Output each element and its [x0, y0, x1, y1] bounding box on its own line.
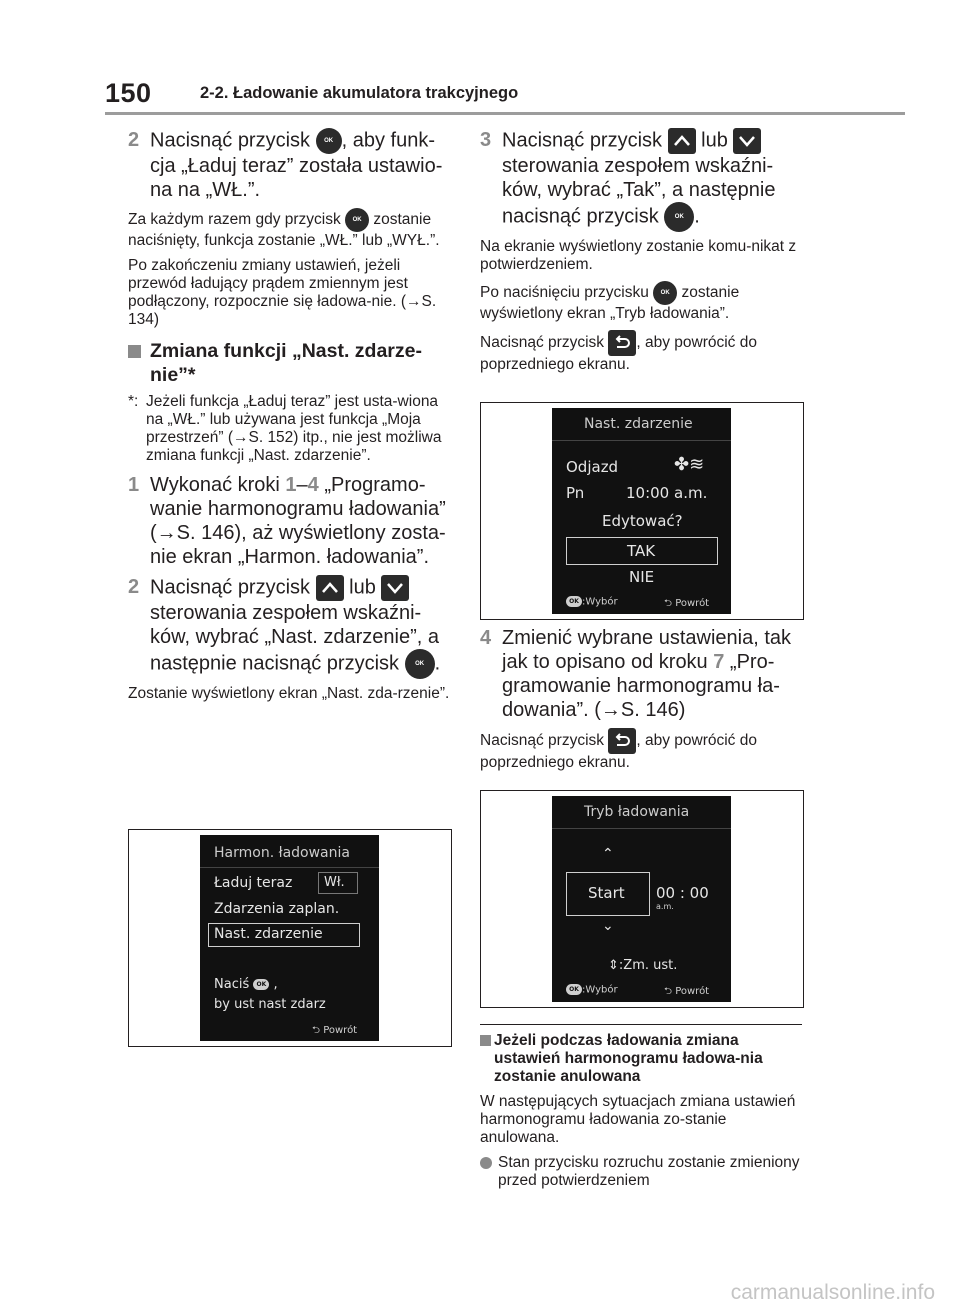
square-bullet-icon [480, 1035, 491, 1046]
footnote: *: Jeżeli funkcja „Ładuj teraz” jest usta-wiona na „WŁ.” lub używana jest funkcja „Moja przestrzeń” (→S. 152) itp., nie jest możliwa zmiana funkcji „Nast. zdarzenie”. [128, 393, 442, 464]
paragraph: Nacisnąć przycisk , aby powrócić do poprzedniego ekranu. [480, 728, 810, 772]
section-divider [480, 1024, 802, 1025]
step-4-change-settings: 4 Zmienić wybrane ustawienia, tak jak to opisano od kroku 7 „Pro-gramowanie harmonogramu ła-dowania”. (→S. 146) [480, 627, 792, 721]
step-2-select-next-event: 2 Nacisnąć przycisk lub sterowania zespołem wskaźni-ków, wybrać „Nast. zdarzenie”, a następnie nacisnąć przycisk OK . [128, 575, 458, 679]
square-bullet-icon [128, 345, 141, 358]
ok-button-icon: OK [345, 208, 369, 232]
section-heading: Zmiana funkcji „Nast. zdarze-nie”* [128, 339, 458, 387]
step-text: Nacisnąć przycisk [150, 129, 316, 152]
step-1-perform-steps: 1 Wykonać kroki 1–4 „Programo-wanie harmonogramu ładowania” (→S. 146), aż wyświetlony zosta-nie ekran „Harmon. ładowania”. [128, 474, 446, 568]
ok-button-icon: OK [664, 202, 694, 232]
fan-icon: ✤≋ [674, 454, 705, 475]
menu-item-scheduled-events: Zdarzenia zaplan. [214, 901, 340, 917]
up-down-icon: ⇕ [608, 958, 619, 973]
display-next-event [552, 408, 731, 614]
step-2-charge-now [128, 128, 458, 202]
day-label: Pn [566, 484, 585, 502]
hint-line-1: Naciś OK , [214, 977, 278, 992]
time-label: 10:00 a.m. [626, 484, 708, 502]
departure-label: Odjazd [566, 458, 619, 476]
ok-chip-icon: OK [566, 596, 582, 607]
ampm-label: a.m. [656, 902, 674, 911]
step-number: 1 [128, 474, 140, 496]
ok-button-icon: OK [653, 281, 677, 305]
chevron-down-icon [381, 575, 409, 601]
page-number: 150 [105, 78, 152, 108]
chevron-up-icon [316, 575, 344, 601]
screen-title: Tryb ładowania [584, 804, 690, 820]
select-hint: OK :Wybór [566, 984, 618, 996]
display-charging-mode [552, 796, 731, 1002]
back-hint: ⮌ Powrót [312, 1025, 358, 1036]
paragraph: Za każdym razem gdy przycisk OK zostanie naciśnięty, funkcja zostanie „WŁ.” lub „WYŁ.”. [128, 208, 458, 250]
left-column [128, 128, 458, 710]
ok-button-icon: OK [316, 128, 342, 154]
display-charging-schedule [200, 835, 379, 1041]
time-value: 00 : 00 [656, 884, 709, 902]
chevron-up-icon [668, 128, 696, 154]
back-hint: ⮌ Powrót [664, 986, 710, 997]
ok-chip-icon: OK [253, 979, 269, 990]
watermark: carmanualsonline.info [730, 1281, 935, 1304]
screen-frame-next-event [480, 402, 804, 620]
back-button-icon [608, 330, 636, 356]
step-text: , aby funk-cja „Ładuj teraz” została ustawio-na na „WŁ.”. [150, 129, 443, 201]
option-yes: TAK [627, 542, 656, 560]
option-no: NIE [629, 568, 655, 586]
screen-frame-charging-mode [480, 790, 804, 1008]
hint-line-2: by ust nast zdarz [214, 997, 326, 1012]
charge-now-value: Wł. [324, 875, 345, 890]
menu-item-charge-now: Ładuj teraz [214, 875, 293, 891]
chevron-down-icon: ⌄ [602, 918, 614, 934]
right-column-lower [480, 626, 810, 779]
round-bullet-icon [480, 1157, 492, 1169]
back-button-icon [608, 728, 636, 754]
screen-title: Nast. zdarzenie [584, 416, 693, 432]
step-number: 2 [128, 129, 140, 151]
paragraph: Po zakończeniu zmiany ustawień, jeżeli przewód ładujący prądem zmiennym jest podłączony, rozpocznie się ładowa-nie. (→S. 134) [128, 257, 437, 328]
edit-question: Edytować? [602, 512, 683, 530]
select-hint: OK :Wybór [566, 596, 618, 608]
paragraph: W następujących sytuacjach zmiana ustawień harmonogramu ładowania zo-stanie anulowana. [480, 1093, 796, 1146]
step-number: 2 [128, 576, 140, 598]
chevron-down-icon [733, 128, 761, 154]
step-number: 3 [480, 129, 492, 151]
right-column-bottom [480, 1032, 802, 1196]
back-hint: ⮌ Powrót [664, 598, 710, 609]
section-title: 2-2. Ładowanie akumulatora trakcyjnego [200, 84, 519, 102]
ok-chip-icon: OK [566, 984, 582, 995]
menu-item-next-event: Nast. zdarzenie [214, 926, 323, 942]
paragraph: Nacisnąć przycisk , aby powrócić do poprzedniego ekranu. [480, 330, 810, 374]
back-arrow-icon: ⮌ [664, 986, 673, 997]
back-arrow-icon: ⮌ [312, 1025, 321, 1036]
paragraph: Zostanie wyświetlony ekran „Nast. zda-rzenie”. [128, 685, 450, 702]
chevron-up-icon: ⌃ [602, 846, 614, 862]
step-3-select-yes: 3 Nacisnąć przycisk lub sterowania zespołem wskaźni-ków, wybrać „Tak”, a następnie nacisnąć przycisk OK . [480, 128, 810, 232]
section-heading: Jeżeli podczas ładowania zmiana ustawień harmonogramu ładowa-nia zostanie anulowana [480, 1032, 802, 1086]
adjust-hint: ⇕:Zm. ust. [608, 958, 678, 973]
screen-title: Harmon. ładowania [214, 845, 350, 861]
page-header [105, 78, 905, 116]
screen-frame-charging-schedule [128, 829, 452, 1047]
paragraph: Na ekranie wyświetlony zostanie komu-nikat z potwierdzeniem. [480, 238, 797, 273]
header-rule [105, 112, 905, 115]
back-arrow-icon: ⮌ [664, 598, 673, 609]
right-column [480, 128, 810, 381]
paragraph: Po naciśnięciu przycisku OK zostanie wyświetlony ekran „Tryb ładowania”. [480, 281, 810, 323]
start-label: Start [588, 884, 625, 902]
step-number: 4 [480, 627, 492, 649]
list-item: Stan przycisku rozruchu zostanie zmieniony przed potwierdzeniem [480, 1154, 802, 1190]
ok-button-icon: OK [405, 649, 435, 679]
